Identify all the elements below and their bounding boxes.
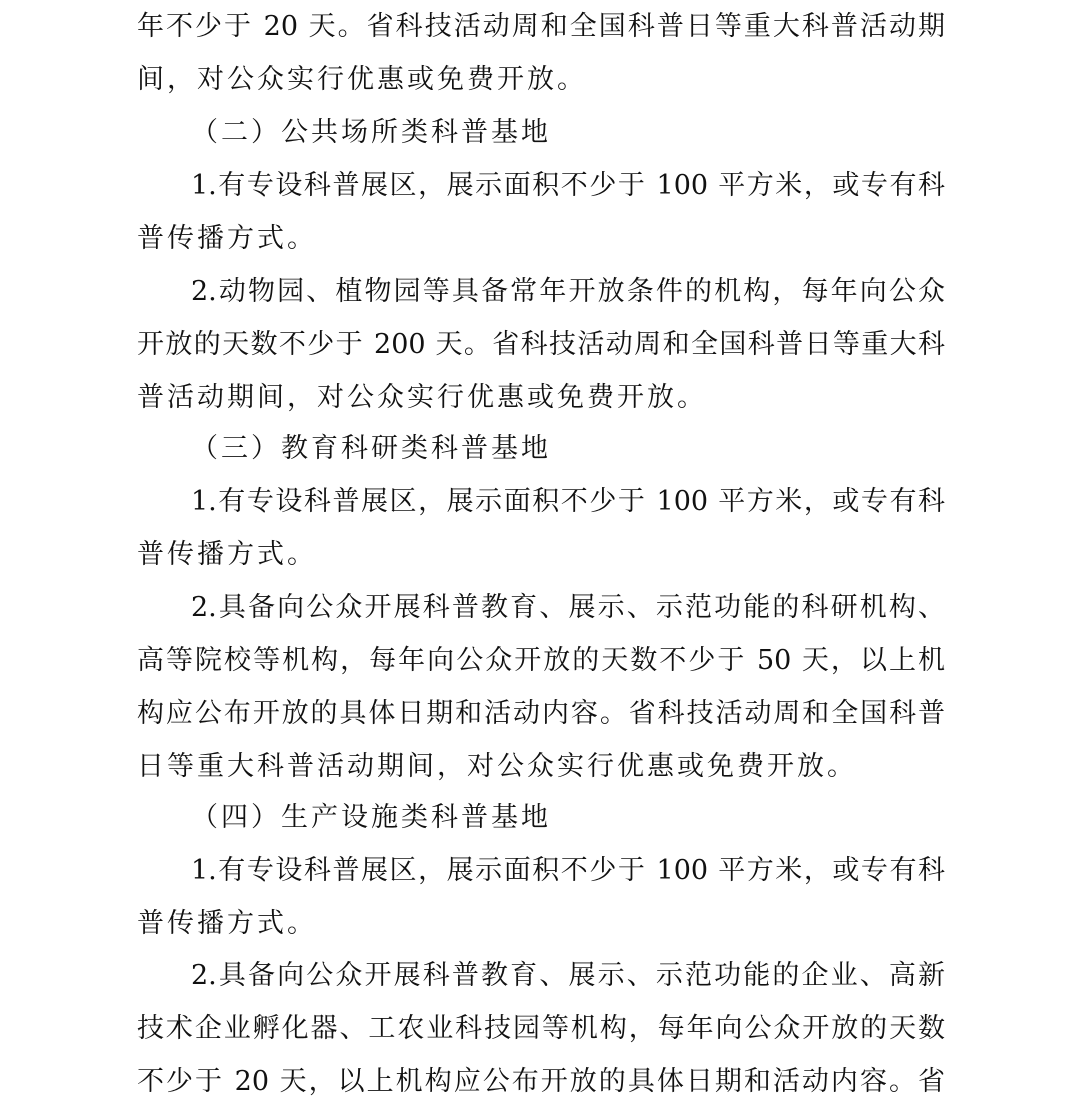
paragraph-line: 1.有专设科普展区，展示面积不少于 100 平方米，或专有科: [191, 855, 945, 886]
paragraph-line: 普传播方式。: [137, 223, 317, 254]
paragraph-line: 年不少于 20 天。省科技活动周和全国科普日等重大科普活动期: [137, 11, 945, 42]
paragraph-line: 普活动期间，对公众实行优惠或免费开放。: [137, 382, 707, 413]
paragraph-line: 普传播方式。: [137, 908, 317, 939]
paragraph-line: 构应公布开放的具体日期和活动内容。省科技活动周和全国科普: [137, 698, 945, 729]
paragraph-line: 日等重大科普活动期间，对公众实行优惠或免费开放。: [137, 751, 857, 782]
paragraph-line: 2.具备向公众开展科普教育、展示、示范功能的科研机构、: [191, 592, 945, 623]
paragraph-line: 间，对公众实行优惠或免费开放。: [137, 64, 587, 95]
paragraph-line: 2.动物园、植物园等具备常年开放条件的机构，每年向公众: [191, 276, 945, 307]
paragraph-line: 开放的天数不少于 200 天。省科技活动周和全国科普日等重大科: [137, 329, 945, 360]
paragraph-line: 不少于 20 天，以上机构应公布开放的具体日期和活动内容。省: [137, 1066, 945, 1097]
section-heading-education-research: （三）教育科研类科普基地: [191, 433, 551, 464]
paragraph-line: 技术企业孵化器、工农业科技园等机构，每年向公众开放的天数: [137, 1013, 945, 1044]
paragraph-line: 普传播方式。: [137, 539, 317, 570]
paragraph-line: 高等院校等机构，每年向公众开放的天数不少于 50 天，以上机: [137, 645, 945, 676]
paragraph-line: 1.有专设科普展区，展示面积不少于 100 平方米，或专有科: [191, 486, 945, 517]
section-heading-public-places: （二）公共场所类科普基地: [191, 117, 551, 148]
section-heading-production-facilities: （四）生产设施类科普基地: [191, 802, 551, 833]
paragraph-line: 1.有专设科普展区，展示面积不少于 100 平方米，或专有科: [191, 170, 945, 201]
paragraph-line: 2.具备向公众开展科普教育、展示、示范功能的企业、高新: [191, 960, 945, 991]
